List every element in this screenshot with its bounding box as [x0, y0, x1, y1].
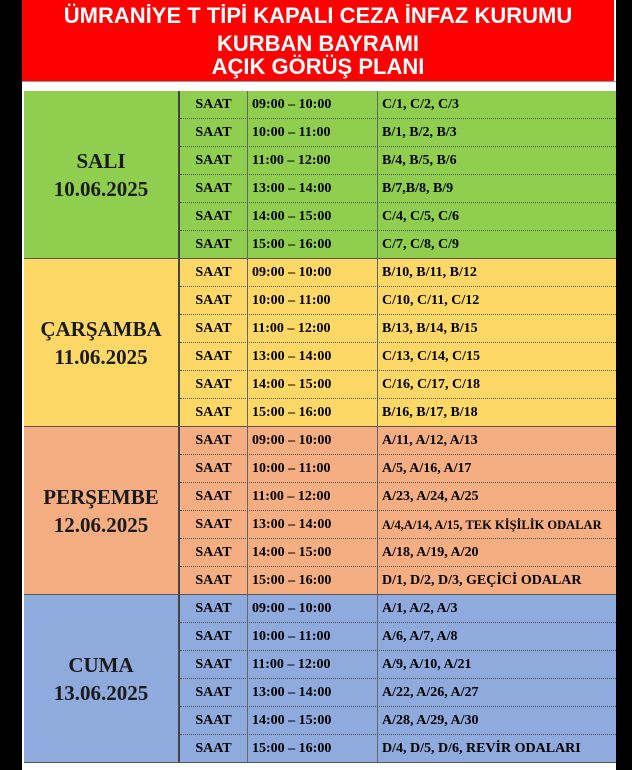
time-slot-row [180, 539, 616, 567]
time-slot-row [180, 175, 616, 203]
time-slot-row [180, 399, 616, 427]
time-slot-row [180, 735, 616, 763]
saat-label: SAAT [180, 371, 248, 398]
saat-label: SAAT [180, 231, 248, 259]
day-block [24, 91, 616, 259]
plan-title: AÇIK GÖRÜŞ PLANI [211, 54, 425, 79]
saat-label: SAAT [180, 511, 248, 538]
ward-blocks: A/6, A/7, A/8 [382, 629, 458, 644]
time-slot-row [180, 595, 616, 623]
time-range: 14:00 – 15:00 [248, 371, 378, 398]
time-range: 13:00 – 14:00 [248, 511, 378, 538]
time-slot-row [180, 203, 616, 231]
time-slot-row [180, 623, 616, 651]
time-range: 10:00 – 11:00 [248, 455, 378, 482]
time-slot-row [180, 231, 616, 259]
time-slots [180, 595, 616, 762]
time-slot-row [180, 343, 616, 371]
ward-blocks: C/16, C/17, C/18 [382, 377, 480, 392]
time-range: 11:00 – 12:00 [248, 315, 378, 342]
time-slot-row [180, 511, 616, 539]
ward-blocks: C/10, C/11, C/12 [382, 293, 480, 308]
time-slot-row [180, 427, 616, 455]
day-block [24, 595, 616, 763]
ward-blocks: C/4, C/5, C/6 [382, 209, 459, 224]
ward-blocks: B/10, B/11, B/12 [382, 265, 477, 280]
ward-blocks: B/16, B/17, B/18 [382, 405, 478, 420]
saat-label: SAAT [180, 343, 248, 370]
saat-label: SAAT [180, 707, 248, 734]
time-slot-row [180, 707, 616, 735]
day-name: ÇARŞAMBA [40, 316, 162, 341]
saat-label: SAAT [180, 175, 248, 202]
ward-blocks: D/1, D/2, D/3, GEÇİCİ ODALAR [382, 573, 582, 588]
time-range: 09:00 – 10:00 [248, 427, 378, 454]
saat-label: SAAT [180, 567, 248, 595]
ward-blocks: B/1, B/2, B/3 [382, 125, 457, 140]
time-range: 09:00 – 10:00 [248, 595, 378, 622]
time-range: 15:00 – 16:00 [248, 231, 378, 259]
time-slot-row [180, 259, 616, 287]
ward-blocks: A/11, A/12, A/13 [382, 433, 478, 448]
saat-label: SAAT [180, 539, 248, 566]
time-slots [180, 427, 616, 594]
time-slot-row [180, 91, 616, 119]
time-slot-row [180, 651, 616, 679]
day-cell [24, 595, 180, 762]
ward-blocks: A/4,A/14, A/15, TEK KİŞİLİK ODALAR [382, 518, 602, 532]
institution-title: ÜMRANİYE T TİPİ KAPALI CEZA İNFAZ KURUMU [63, 3, 573, 28]
day-date: 13.06.2025 [53, 680, 149, 705]
schedule-table [24, 91, 616, 763]
day-cell [24, 259, 180, 426]
time-range: 15:00 – 16:00 [248, 567, 378, 595]
saat-label: SAAT [180, 147, 248, 174]
time-slot-row [180, 287, 616, 315]
saat-label: SAAT [180, 651, 248, 678]
time-range: 11:00 – 12:00 [248, 651, 378, 678]
day-date: 12.06.2025 [53, 512, 149, 537]
header-separator [22, 81, 616, 91]
ward-blocks: A/5, A/16, A/17 [382, 461, 472, 476]
day-cell [24, 91, 180, 258]
time-range: 15:00 – 16:00 [248, 735, 378, 763]
saat-label: SAAT [180, 399, 248, 427]
saat-label: SAAT [180, 287, 248, 314]
ward-blocks: C/13, C/14, C/15 [382, 349, 480, 364]
saat-label: SAAT [180, 735, 248, 763]
ward-blocks: A/18, A/19, A/20 [382, 545, 479, 560]
time-range: 13:00 – 14:00 [248, 343, 378, 370]
ward-blocks: D/4, D/5, D/6, REVİR ODALARI [382, 741, 581, 756]
ward-blocks: A/1, A/2, A/3 [382, 601, 458, 616]
day-block [24, 427, 616, 595]
saat-label: SAAT [180, 259, 248, 286]
saat-label: SAAT [180, 679, 248, 706]
time-slot-row [180, 315, 616, 343]
time-range: 09:00 – 10:00 [248, 91, 378, 118]
saat-label: SAAT [180, 203, 248, 230]
time-range: 15:00 – 16:00 [248, 399, 378, 427]
saat-label: SAAT [180, 427, 248, 454]
time-range: 09:00 – 10:00 [248, 259, 378, 286]
time-slots [180, 259, 616, 426]
time-slot-row [180, 455, 616, 483]
time-range: 14:00 – 15:00 [248, 707, 378, 734]
day-cell [24, 427, 180, 594]
time-range: 13:00 – 14:00 [248, 679, 378, 706]
ward-blocks: C/7, C/8, C/9 [382, 237, 459, 252]
time-slots [180, 91, 616, 258]
day-name: PERŞEMBE [43, 484, 159, 509]
time-slot-row [180, 483, 616, 511]
saat-label: SAAT [180, 623, 248, 650]
time-range: 11:00 – 12:00 [248, 483, 378, 510]
saat-label: SAAT [180, 595, 248, 622]
day-date: 10.06.2025 [53, 176, 149, 201]
ward-blocks: A/9, A/10, A/21 [382, 657, 472, 672]
saat-label: SAAT [180, 119, 248, 146]
saat-label: SAAT [180, 91, 248, 118]
day-name: CUMA [68, 652, 134, 677]
time-slot-row [180, 679, 616, 707]
title-banner [22, 0, 614, 81]
day-name: SALI [76, 148, 126, 173]
saat-label: SAAT [180, 483, 248, 510]
time-range: 13:00 – 14:00 [248, 175, 378, 202]
ward-blocks: B/13, B/14, B/15 [382, 321, 478, 336]
time-slot-row [180, 371, 616, 399]
time-range: 14:00 – 15:00 [248, 539, 378, 566]
time-slot-row [180, 119, 616, 147]
saat-label: SAAT [180, 455, 248, 482]
day-block [24, 259, 616, 427]
time-slot-row [180, 147, 616, 175]
day-date: 11.06.2025 [54, 344, 148, 369]
time-range: 10:00 – 11:00 [248, 287, 378, 314]
ward-blocks: C/1, C/2, C/3 [382, 97, 459, 112]
ward-blocks: A/22, A/26, A/27 [382, 685, 479, 700]
ward-blocks: A/23, A/24, A/25 [382, 489, 479, 504]
saat-label: SAAT [180, 315, 248, 342]
ward-blocks: B/7,B/8, B/9 [382, 181, 454, 196]
ward-blocks: A/28, A/29, A/30 [382, 713, 479, 728]
time-slot-row [180, 567, 616, 595]
time-range: 14:00 – 15:00 [248, 203, 378, 230]
ward-blocks: B/4, B/5, B/6 [382, 153, 457, 168]
time-range: 10:00 – 11:00 [248, 623, 378, 650]
event-title: KURBAN BAYRAMI [216, 31, 420, 56]
time-range: 10:00 – 11:00 [248, 119, 378, 146]
time-range: 11:00 – 12:00 [248, 147, 378, 174]
